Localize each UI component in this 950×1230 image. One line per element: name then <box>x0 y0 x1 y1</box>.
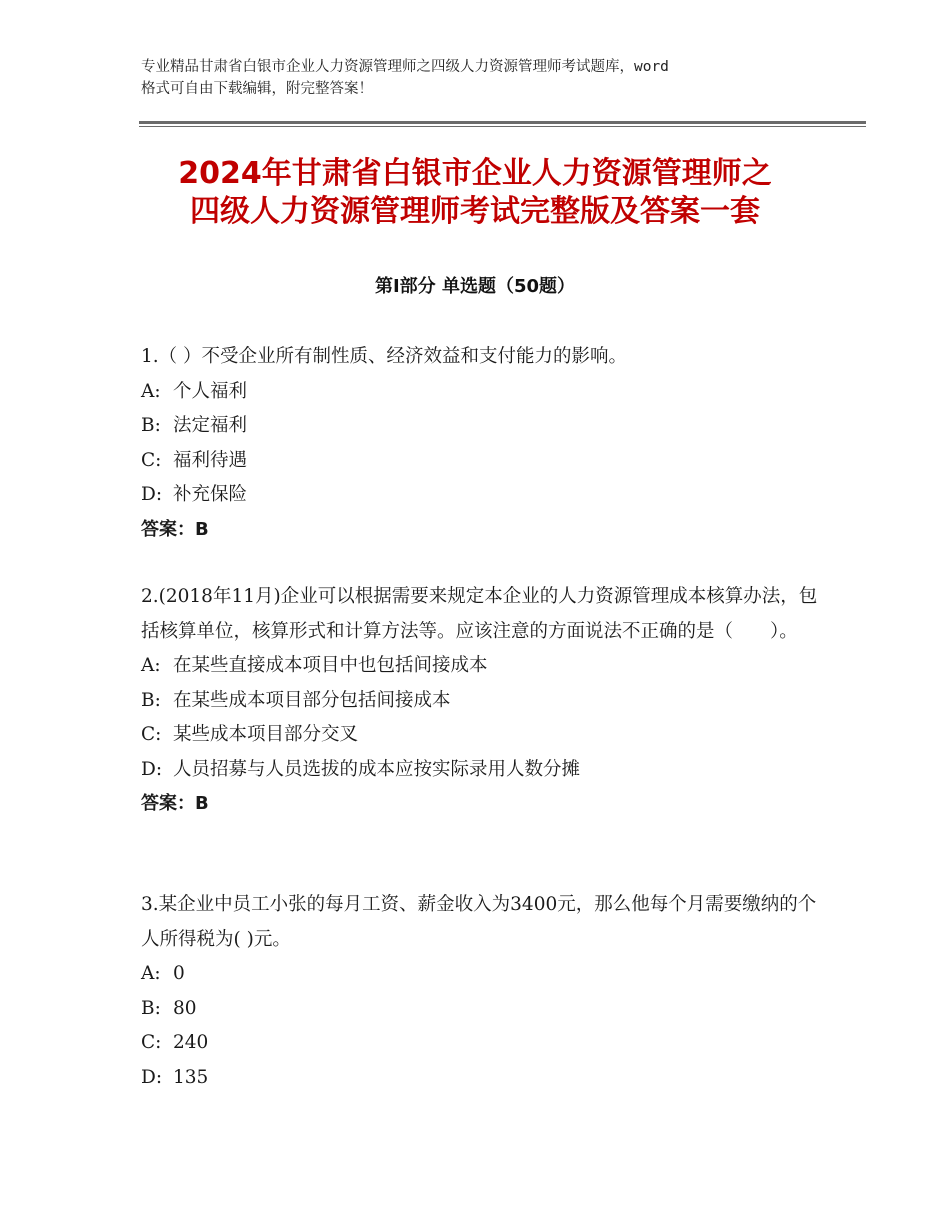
option-text: 个人福利 <box>173 380 248 402</box>
option-d <box>141 478 821 513</box>
option-text: 补充保险 <box>173 484 248 505</box>
option-key: D: <box>141 1066 163 1088</box>
option-key: A: <box>141 655 161 676</box>
option-text: 0 <box>173 963 185 984</box>
option-c <box>141 1026 821 1061</box>
option-text: 80 <box>173 997 197 1019</box>
header-note: 专业精品甘肃省白银市企业人力资源管理师之四级人力资源管理师考试题库，word 格式可自由下载编辑，附完整答案！ <box>141 59 669 97</box>
answer: 答案：B <box>141 518 209 540</box>
question-3 <box>141 888 821 1095</box>
option-b <box>141 684 821 719</box>
question-stem: 3.某企业中员工小张的每月工资、薪金收入为3400元，那么他每个月需要缴纳的个人所得税为( )元。 <box>141 894 817 950</box>
question-stem: 1.（ ）不受企业所有制性质、经济效益和支付能力的影响。 <box>141 346 628 367</box>
option-text: 240 <box>173 1032 209 1053</box>
option-key: C: <box>141 1032 162 1053</box>
option-key: D: <box>141 758 163 780</box>
option-key: D: <box>141 484 163 505</box>
option-key: C: <box>141 724 162 745</box>
option-b <box>141 409 821 444</box>
option-key: B: <box>141 415 161 436</box>
option-key: B: <box>141 689 161 711</box>
option-key: C: <box>141 449 162 471</box>
option-text: 人员招募与人员选拔的成本应按实际录用人数分摊 <box>173 758 581 780</box>
option-a <box>141 957 821 992</box>
option-c <box>141 718 821 753</box>
header-rule-thick <box>139 121 866 124</box>
document-title-line-2: 四级人力资源管理师考试完整版及答案一套 <box>190 194 760 229</box>
option-text: 135 <box>173 1066 209 1088</box>
question-1 <box>141 340 821 547</box>
header-rule-thin <box>139 126 866 127</box>
option-c <box>141 444 821 479</box>
question-stem: 2.(2018年11月)企业可以根据需要来规定本企业的人力资源管理成本核算办法，包括核算单位，核算形式和计算方法等。应该注意的方面说法不正确的是（ ）。 <box>141 586 818 642</box>
option-text: 在某些直接成本项目中也包括间接成本 <box>173 655 488 676</box>
document-title-line-1: 2024年甘肃省白银市企业人力资源管理师之 <box>178 156 772 191</box>
option-key: B: <box>141 997 161 1019</box>
option-b <box>141 992 821 1027</box>
option-text: 某些成本项目部分交叉 <box>173 724 359 745</box>
section-title: 第Ⅰ部分 单选题（50题） <box>374 276 575 297</box>
option-d <box>141 753 821 788</box>
option-key: A: <box>141 963 161 984</box>
option-d <box>141 1061 821 1096</box>
document-title <box>100 155 850 231</box>
option-a <box>141 375 821 410</box>
option-key: A: <box>141 380 161 402</box>
option-text: 福利待遇 <box>173 449 248 471</box>
option-a <box>141 649 821 684</box>
option-text: 法定福利 <box>173 415 248 436</box>
answer: 答案：B <box>141 793 209 814</box>
question-2 <box>141 580 821 822</box>
option-text: 在某些成本项目部分包括间接成本 <box>173 689 451 711</box>
